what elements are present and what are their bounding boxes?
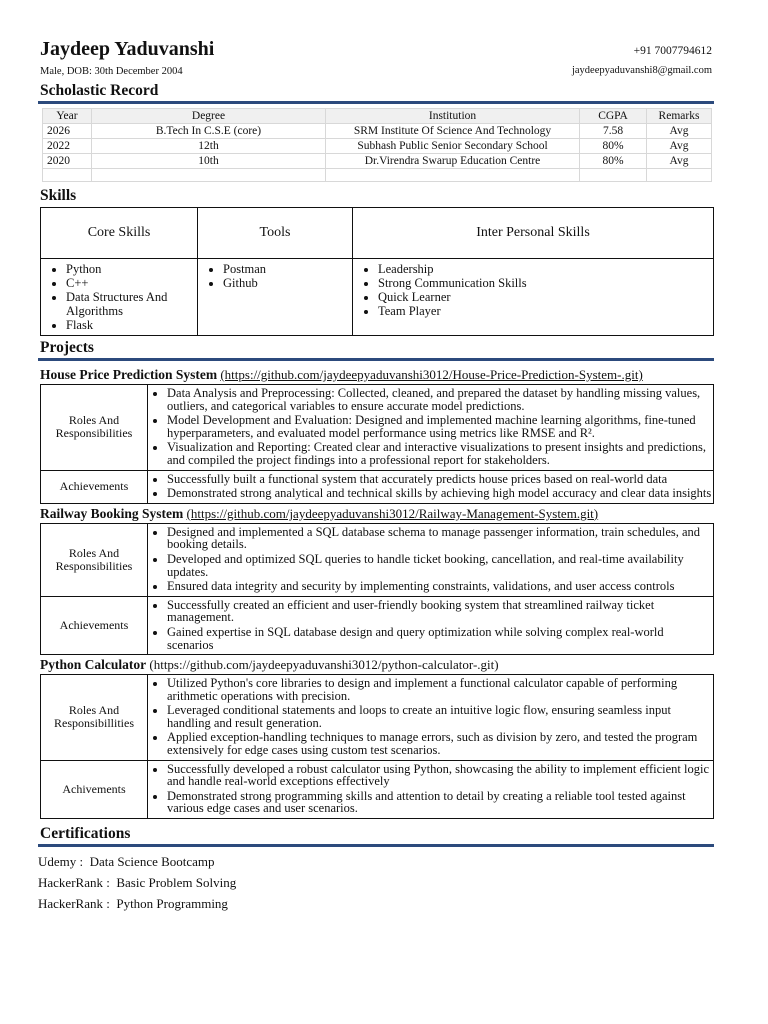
table-cell: Avg [647, 154, 712, 169]
skills-table [40, 207, 714, 336]
list-item: • Data Analysis and Preprocessing: Collected, cleaned, and prepared the dataset by handling missing values, outliers, and categorical variables to ensure accurate model predictions. [167, 387, 712, 412]
table-cell: 7.58 [580, 124, 647, 139]
cert-name: Data Science Bootcamp [89, 854, 215, 870]
table-cell: 80% [580, 139, 647, 154]
table-cell: 10th [92, 154, 326, 169]
table-cell: SRM Institute Of Science And Technology [326, 124, 580, 139]
project-link[interactable]: (https://github.com/jaydeepyaduvanshi3012/Railway-Management-System.git) [186, 505, 599, 521]
roles-list [149, 677, 712, 757]
roles-cell [148, 675, 714, 761]
resume-header [38, 36, 714, 82]
cert-platform: HackerRank : [38, 896, 110, 912]
table-header-row [43, 109, 712, 124]
list-item: • Demonstrated strong analytical and technical skills by achieving high model accuracy and clear data insights [167, 487, 712, 500]
list-item: • Flask [66, 318, 196, 332]
tools-list [199, 262, 351, 290]
project-table [40, 384, 714, 504]
column-header: Remarks [647, 109, 712, 124]
roles-label: Roles And Responsibillities [41, 675, 148, 761]
table-cell: 2026 [43, 124, 92, 139]
project-link[interactable]: (https://github.com/jaydeepyaduvanshi3012/python-calculator-.git) [149, 657, 499, 673]
list-item: • Demonstrated strong programming skills and attention to detail by creating a reliable tool tested against various edge cases and user scenarios. [167, 790, 712, 815]
list-item: • Developed and optimized SQL queries to handle ticket booking, cancellation, and real-time availability updates. [167, 553, 712, 578]
list-item: • Team Player [378, 304, 712, 318]
roles-label: Roles And Responsibilities [41, 523, 148, 596]
list-item: • Model Development and Evaluation: Designed and implemented machine learning algorithms, fine-tuned hyperparameters, and evaluated model performance using metrics like RMSE and R². [167, 414, 712, 439]
phone-number: +91 7007794612 [633, 45, 712, 57]
certification-item [38, 893, 714, 914]
section-rule [38, 358, 714, 361]
achievements-label: Achivements [41, 760, 148, 818]
project-link[interactable]: (https://github.com/jaydeepyaduvanshi3012/House-Price-Prediction-System-.git) [220, 367, 643, 382]
section-title-projects: Projects [40, 339, 94, 356]
list-item: • Data Structures And Algorithms [66, 290, 196, 318]
list-item: • Applied exception-handling techniques to manage errors, such as division by zero, and tested the program extensively for edge cases using custom test scenarios. [167, 731, 712, 756]
project-heading [38, 657, 714, 673]
table-row [43, 154, 712, 169]
section-rule [38, 844, 714, 847]
column-header: Institution [326, 109, 580, 124]
core-skills-list [42, 262, 196, 332]
achievements-label: Achievements [41, 470, 148, 503]
project-table [40, 523, 714, 655]
list-item: • Leadership [378, 262, 712, 276]
achievements-label: Achievements [41, 596, 148, 654]
achievements-cell [148, 470, 714, 503]
list-item: • Utilized Python's core libraries to design and implement a functional calculator capable of performing arithmetic operations with precision. [167, 677, 712, 702]
roles-list [149, 526, 712, 593]
list-item: • Successfully created an efficient and user-friendly booking system that streamlined railway ticket management. [167, 599, 712, 624]
section-title-scholastic: Scholastic Record [40, 82, 159, 99]
project-heading [38, 506, 714, 522]
list-item: • C++ [66, 276, 196, 290]
table-cell: 2022 [43, 139, 92, 154]
personal-details: Male, DOB: 30th December 2004 [40, 66, 183, 77]
column-header: Degree [92, 109, 326, 124]
list-item: • Gained expertise in SQL database design and query optimization while solving complex real-world scenarios [167, 626, 712, 651]
project-name: Python Calculator [40, 657, 147, 673]
candidate-name: Jaydeep Yaduvanshi [40, 38, 215, 60]
table-row [43, 124, 712, 139]
list-item: • Python [66, 262, 196, 276]
list-item: • Github [223, 276, 351, 290]
skills-column-core: Core Skills [41, 208, 198, 259]
project-name: Railway Booking System [40, 505, 184, 521]
column-header: Year [43, 109, 92, 124]
table-cell: Avg [647, 124, 712, 139]
cert-platform: HackerRank : [38, 875, 110, 891]
column-header: CGPA [580, 109, 647, 124]
certification-item [38, 872, 714, 893]
project-table [40, 674, 714, 819]
cert-name: Basic Problem Solving [116, 875, 237, 891]
core-skills-cell [41, 259, 198, 336]
achievements-cell [148, 760, 714, 818]
table-cell: 12th [92, 139, 326, 154]
list-item: • Leveraged conditional statements and loops to create an intuitive logic flow, ensuring seamless input handling and result generation. [167, 704, 712, 729]
project-name: House Price Prediction System [40, 367, 218, 382]
list-item: • Successfully built a functional system that accurately predicts house prices based on real-world data [167, 473, 712, 486]
table-cell: Subhash Public Senior Secondary School [326, 139, 580, 154]
section-title-certifications: Certifications [40, 825, 131, 843]
table-row-empty [43, 169, 712, 182]
achievements-list [149, 473, 712, 500]
certifications-list [38, 851, 714, 914]
list-item: • Ensured data integrity and security by implementing constraints, validations, and user access controls [167, 580, 712, 593]
achievements-list [149, 763, 712, 815]
list-item: • Visualization and Reporting: Created clear and interactive visualizations to present insights and predictions, and compiled the project findings into a professional report for stakeholders. [167, 441, 712, 466]
certification-item [38, 851, 714, 872]
table-cell: Dr.Virendra Swarup Education Centre [326, 154, 580, 169]
list-item: • Successfully developed a robust calculator using Python, showcasing the ability to implement efficient logic and handle real-world exceptions effectively [167, 763, 712, 788]
section-title-skills: Skills [40, 187, 77, 204]
roles-label: Roles And Responsibilities [41, 385, 148, 471]
roles-cell [148, 523, 714, 596]
list-item: • Quick Learner [378, 290, 712, 304]
cert-name: Python Programming [116, 896, 228, 912]
resume-page [38, 36, 714, 914]
cert-platform: Udemy : [38, 854, 84, 870]
scholastic-table [42, 108, 712, 182]
project-heading [38, 367, 714, 383]
achievements-cell [148, 596, 714, 654]
table-cell: 80% [580, 154, 647, 169]
table-row [43, 139, 712, 154]
email-address: jaydeepyaduvanshi8@gmail.com [571, 65, 712, 76]
list-item: • Designed and implemented a SQL database schema to manage passenger information, train schedules, and booking details. [167, 526, 712, 551]
roles-cell [148, 385, 714, 471]
table-cell: 2020 [43, 154, 92, 169]
interpersonal-list [354, 262, 712, 318]
list-item: • Postman [223, 262, 351, 276]
tools-cell [198, 259, 353, 336]
list-item: • Strong Communication Skills [378, 276, 712, 290]
table-cell: Avg [647, 139, 712, 154]
skills-column-interpersonal: Inter Personal Skills [353, 208, 714, 259]
roles-list [149, 387, 712, 467]
achievements-list [149, 599, 712, 651]
skills-column-tools: Tools [198, 208, 353, 259]
section-rule [38, 101, 714, 104]
table-cell: B.Tech In C.S.E (core) [92, 124, 326, 139]
interpersonal-cell [353, 259, 714, 336]
